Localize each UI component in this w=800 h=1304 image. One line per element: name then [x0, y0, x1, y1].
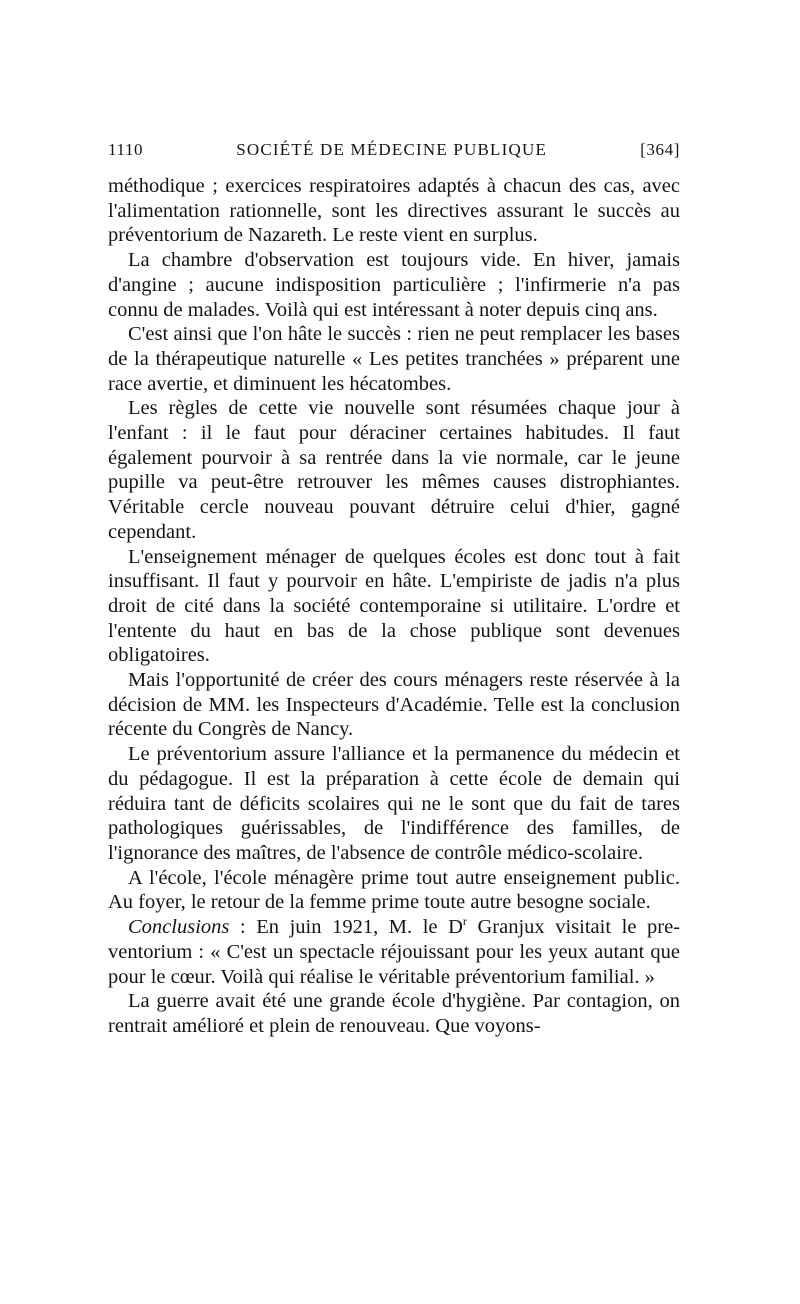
document-page — [108, 140, 680, 1039]
paragraph-4: Les règles de cette vie nouvelle sont résumées chaque jour à l'enfant : il le faut pour déraciner certaines habitudes. Il faut également pourvoir à sa rentrée dans la vie normale, car le jeune pupille va peut-être retrouver les mêmes causes distrophiantes. Véritable cercle nouveau pouvant détruire celui d'hier, gagné cependant. — [108, 397, 680, 543]
paragraph-2: La chambre d'observation est toujours vide. En hiver, jamais d'angine ; aucune indisposition particulière ; l'infirmerie n'a pas connu de malades. Voilà qui est intéressant à noter depuis cinq ans. — [108, 249, 680, 321]
running-title: SOCIÉTÉ DE MÉDECINE PUBLIQUE — [236, 140, 548, 159]
doctor-superscript: r — [462, 914, 467, 929]
paragraph-9-text-b: Granjux visitait le preventorium : « C'est un spectacle réjouissant pour les yeux autant que pour le cœur. Voilà qui réalise le véritable préventorium familial. » — [108, 916, 680, 988]
page-number: 1110 — [108, 140, 144, 159]
body-text — [108, 174, 680, 1039]
paragraph-7: Le préventorium assure l'alliance et la permanence du médecin et du pédagogue. Il est la préparation à cette école de demain qui réduira tant de déficits scolaires qui ne le sont que du fait de tares pathologiques guérissables, de l'indifférence des familles, de l'ignorance des maîtres, de l'absence de contrôle médico-scolaire. — [108, 743, 680, 864]
conclusions-label: Conclusions — [128, 916, 230, 939]
paragraph-10: La guerre avait été une grande école d'hygiène. Par contagion, on rentrait amélioré et plein de renouveau. Que voyons- — [108, 990, 680, 1037]
paragraph-6: Mais l'opportunité de créer des cours ménagers reste réservée à la décision de MM. les Inspecteurs d'Académie. Telle est la conclusion récente du Congrès de Nancy. — [108, 669, 680, 741]
paragraph-3: C'est ainsi que l'on hâte le succès : rien ne peut remplacer les bases de la thérapeutique naturelle « Les petites tranchées » préparent une race avertie, et diminuent les hécatombes. — [108, 323, 680, 395]
running-header — [108, 140, 680, 170]
paragraph-9 — [108, 915, 680, 989]
paragraph-1: méthodique ; exercices respiratoires adaptés à chacun des cas, avec l'alimentation rationnelle, sont les directives assurant le succès au préventorium de Nazareth. Le reste vient en surplus. — [108, 175, 680, 247]
bracket-page-number: [364] — [640, 140, 680, 159]
paragraph-5: L'enseignement ménager de quelques écoles est donc tout à fait insuffisant. Il faut y pourvoir en hâte. L'empiriste de jadis n'a plus droit de cité dans la société contemporaine si utilitaire. L'ordre et l'entente du haut en bas de la chose publique sont devenues obligatoires. — [108, 545, 680, 667]
paragraph-8: A l'école, l'école ménagère prime tout autre enseignement public. Au foyer, le retour de la femme prime toute autre besogne sociale. — [108, 866, 680, 914]
paragraph-9-text-a: : En juin 1921, M. le D — [229, 916, 463, 939]
